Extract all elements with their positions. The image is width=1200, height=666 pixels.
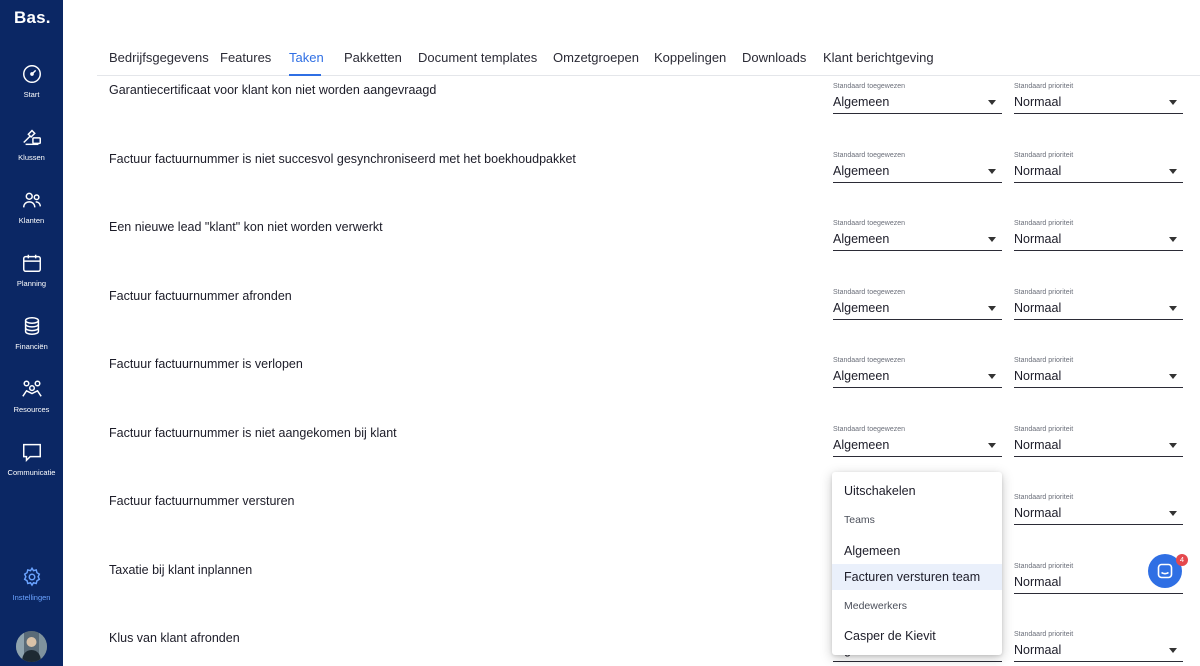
task-row	[0, 80, 1200, 149]
field-label: Standaard prioriteit	[1014, 152, 1074, 159]
field-value: Algemeen	[833, 95, 890, 109]
task-title: Een nieuwe lead "klant" kon niet worden verwerkt	[109, 220, 383, 234]
chevron-down-icon	[1169, 100, 1177, 105]
chevron-down-icon	[988, 169, 996, 174]
field-label: Standaard toegewezen	[833, 426, 905, 433]
field-label: Standaard prioriteit	[1014, 426, 1074, 433]
logo[interactable]: Bas.	[14, 8, 51, 27]
active-tab-indicator	[289, 74, 321, 76]
field-value: Algemeen	[833, 369, 890, 383]
task-row	[0, 423, 1200, 492]
sidebar-item-label: Financiën	[15, 342, 48, 351]
task-title: Factuur factuurnummer is verlopen	[109, 357, 303, 371]
option-algemeen[interactable]: Algemeen	[844, 544, 901, 558]
sidebar-item-label: Planning	[16, 279, 47, 288]
field-value: Normaal	[1014, 643, 1062, 657]
notification-badge: 4	[1176, 554, 1188, 566]
priority-select[interactable]	[1014, 494, 1183, 534]
priority-select[interactable]	[1014, 152, 1183, 192]
field-label: Standaard toegewezen	[833, 357, 905, 364]
field-label: Standaard toegewezen	[833, 220, 905, 227]
chevron-down-icon	[1169, 306, 1177, 311]
tab-bar	[97, 40, 1200, 76]
field-value: Normaal	[1014, 301, 1062, 315]
task-title: Factuur factuurnummer versturen	[109, 494, 295, 508]
group-header-teams: Teams	[844, 514, 875, 526]
priority-select[interactable]	[1014, 631, 1183, 666]
task-row	[0, 560, 1200, 629]
assigned-select[interactable]	[833, 83, 1002, 123]
task-title: Klus van klant afronden	[109, 631, 240, 645]
field-label: Standaard toegewezen	[833, 83, 905, 90]
assigned-dropdown-menu	[832, 472, 1002, 655]
task-row	[0, 491, 1200, 560]
chevron-down-icon	[988, 100, 996, 105]
task-title: Factuur factuurnummer is niet aangekomen bij klant	[109, 426, 397, 440]
field-value: Normaal	[1014, 575, 1062, 589]
priority-select[interactable]	[1014, 220, 1183, 260]
chevron-down-icon	[1169, 648, 1177, 653]
chevron-down-icon	[988, 443, 996, 448]
field-value: Algemeen	[833, 232, 890, 246]
field-label: Standaard prioriteit	[1014, 357, 1074, 364]
field-value: Normaal	[1014, 232, 1062, 246]
task-row	[0, 628, 1200, 666]
priority-select[interactable]	[1014, 83, 1183, 123]
sidebar-item-label: Instellingen	[12, 593, 51, 602]
priority-select[interactable]	[1014, 426, 1183, 466]
field-value: Algemeen	[833, 438, 890, 452]
tab-klant-berichtgeving[interactable]: Klant berichtgeving	[823, 50, 934, 65]
priority-select[interactable]	[1014, 289, 1183, 329]
group-header-medewerkers: Medewerkers	[844, 600, 908, 612]
field-value: Algemeen	[833, 301, 890, 315]
task-row	[0, 217, 1200, 286]
field-label: Standaard prioriteit	[1014, 494, 1074, 501]
task-title: Taxatie bij klant inplannen	[109, 563, 253, 577]
field-value: Normaal	[1014, 164, 1062, 178]
option-uitschakelen[interactable]: Uitschakelen	[844, 484, 916, 498]
field-label: Standaard prioriteit	[1014, 220, 1074, 227]
option-facturen-versturen-team[interactable]: Facturen versturen team	[832, 564, 1002, 590]
sidebar-item-label: Klussen	[18, 153, 45, 162]
priority-select[interactable]	[1014, 357, 1183, 397]
chevron-down-icon	[1169, 374, 1177, 379]
chevron-down-icon	[1169, 511, 1177, 516]
option-casper-de-kievit[interactable]: Casper de Kievit	[844, 629, 936, 643]
assigned-select[interactable]	[833, 426, 1002, 466]
task-row	[0, 354, 1200, 423]
tab-pakketten[interactable]: Pakketten	[344, 50, 402, 65]
field-label: Standaard prioriteit	[1014, 631, 1074, 638]
field-label: Standaard prioriteit	[1014, 83, 1074, 90]
assigned-select[interactable]	[833, 220, 1002, 260]
field-label: Standaard toegewezen	[833, 289, 905, 296]
chevron-down-icon	[1169, 169, 1177, 174]
sidebar-item-label: Start	[23, 90, 40, 99]
field-value: Normaal	[1014, 369, 1062, 383]
task-title: Factuur factuurnummer afronden	[109, 289, 292, 303]
field-value: Normaal	[1014, 438, 1062, 452]
field-value: Algemeen	[833, 164, 890, 178]
field-label: Standaard prioriteit	[1014, 563, 1074, 570]
task-row	[0, 149, 1200, 218]
tab-bedrijfsgegevens[interactable]: Bedrijfsgegevens	[109, 50, 209, 65]
chevron-down-icon	[988, 306, 996, 311]
field-label: Standaard toegewezen	[833, 152, 905, 159]
field-value: Normaal	[1014, 506, 1062, 520]
sidebar-item-label: Communicatie	[7, 468, 56, 477]
chevron-down-icon	[988, 237, 996, 242]
chat-icon	[1157, 563, 1173, 579]
task-title: Garantiecertificaat voor klant kon niet worden aangevraagd	[109, 83, 437, 97]
field-value: Normaal	[1014, 95, 1062, 109]
assigned-select[interactable]	[833, 357, 1002, 397]
task-title: Factuur factuurnummer is niet succesvol gesynchroniseerd met het boekhoudpakket	[109, 152, 576, 166]
task-row	[0, 286, 1200, 355]
assigned-select[interactable]	[833, 152, 1002, 192]
tab-downloads[interactable]: Downloads	[742, 50, 807, 65]
tab-document-templates[interactable]: Document templates	[418, 50, 538, 65]
tab-features[interactable]: Features	[220, 50, 272, 65]
chevron-down-icon	[1169, 237, 1177, 242]
chevron-down-icon	[988, 374, 996, 379]
sidebar-item-label: Klanten	[18, 216, 45, 225]
field-label: Standaard prioriteit	[1014, 289, 1074, 296]
tab-koppelingen[interactable]: Koppelingen	[654, 50, 727, 65]
sidebar-item-label: Resources	[13, 405, 50, 414]
chevron-down-icon	[1169, 443, 1177, 448]
tab-taken[interactable]: Taken	[289, 50, 324, 65]
assigned-select[interactable]	[833, 289, 1002, 329]
tab-omzetgroepen[interactable]: Omzetgroepen	[553, 50, 639, 65]
